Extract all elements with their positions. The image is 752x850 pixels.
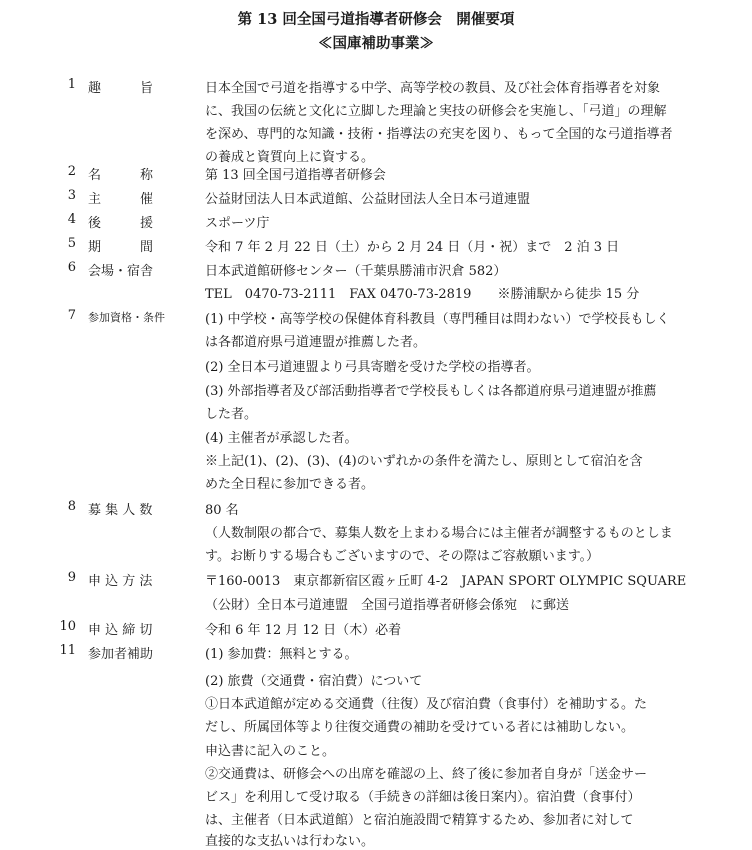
capacity-note: （人数制限の都合で、募集人数を上まわる場合には主催者が調整するものとしま <box>205 526 673 541</box>
section-number: 5 <box>67 236 76 251</box>
section-number: 8 <box>67 499 76 514</box>
organizer: 公益財団法人日本武道館、公益財団法人全日本弓道連盟 <box>205 192 531 207</box>
support-line: ②交通費は、研修会への出席を確認の上、終了後に参加者自身が「送金サー <box>205 767 648 782</box>
document-title: 第 13 回全国弓道指導者研修会 開催要項 <box>237 11 515 28</box>
section-label: 申 込 方 法 <box>88 574 153 589</box>
venue-address: 日本武道館研修センター（千葉県勝浦市沢倉 582） <box>205 264 507 279</box>
section-label: 参加者補助 <box>88 647 154 662</box>
section-label: 会場・宿舎 <box>88 264 154 279</box>
eligibility-line: (2) 全日本弓道連盟より弓具寄贈を受けた学校の指導者。 <box>205 360 540 375</box>
section-number: 6 <box>67 260 76 275</box>
support-line: だし、所属団体等より往復交通費の補助を受けている者には補助しない。 <box>205 720 635 735</box>
eligibility-line: (1) 中学校・高等学校の保健体育科教員（専門種目は問わない）で学校長もしく <box>205 312 670 327</box>
section-number: 2 <box>67 164 76 179</box>
body-line: を深め、専門的な知識・技術・指導法の充実を図り、もって全国的な弓道指導者 <box>205 127 673 142</box>
application-address: 〒160-0013 東京都新宿区霞ヶ丘町 4-2 JAPAN SPORT OLYMPIC SQUARE <box>205 574 687 589</box>
section-label: 名 称 <box>88 168 154 183</box>
section-number: 4 <box>67 212 76 227</box>
section-label: 主 催 <box>88 192 154 207</box>
eligibility-line: は各都道府県弓道連盟が推薦した者。 <box>205 335 427 350</box>
body-line: 日本全国で弓道を指導する中学、高等学校の教員、及び社会体育指導者を対象 <box>205 81 661 96</box>
capacity: 80 名 <box>205 503 239 518</box>
section-number: 7 <box>67 308 76 323</box>
capacity-note: す。お断りする場合もございますので、その際はご容赦願います。） <box>205 549 600 564</box>
event-name: 第 13 回全国弓道指導者研修会 <box>205 168 386 183</box>
section-label: 後 援 <box>88 216 154 231</box>
body-line: の養成と資質向上に資する。 <box>205 150 375 165</box>
support-line: (2) 旅費（交通費・宿泊費）について <box>205 674 423 689</box>
support-line: 直接的な支払いは行わない。 <box>205 834 375 849</box>
deadline: 令和 6 年 12 月 12 日（木）必着 <box>205 623 402 638</box>
sponsor: スポーツ庁 <box>205 216 270 231</box>
body-line: に、我国の伝統と文化に立脚した理論と実技の研修会を実施し、「弓道」の理解 <box>205 104 667 119</box>
section-label: 募 集 人 数 <box>88 503 153 518</box>
section-label: 趣 旨 <box>88 81 154 96</box>
support-line: ビス」を利用して受け取る（手続きの詳細は後日案内）。宿泊費（食事付） <box>205 790 641 805</box>
section-number: 11 <box>59 643 76 658</box>
eligibility-line: した者。 <box>205 407 258 422</box>
document-subtitle: ≪国庫補助事業≫ <box>318 35 434 52</box>
eligibility-line: (3) 外部指導者及び部活動指導者で学校長もしくは各都道府県弓道連盟が推薦 <box>205 384 657 399</box>
eligibility-note: ※上記(1)、(2)、(3)、(4)のいずれかの条件を満たし、原則として宿泊を含 <box>205 454 643 469</box>
section-label: 期 間 <box>88 240 154 255</box>
eligibility-note: めた全日程に参加できる者。 <box>205 477 375 492</box>
support-line: は、主催者（日本武道館）と宿泊施設間で精算するため、参加者に対して <box>205 813 634 828</box>
eligibility-line: (4) 主催者が承認した者。 <box>205 431 358 446</box>
section-label: 参加資格・条件 <box>88 311 165 324</box>
section-number: 3 <box>67 188 76 203</box>
support-line: (1) 参加費：無料とする。 <box>205 647 358 662</box>
event-period: 令和 7 年 2 月 22 日（土）から 2 月 24 日（月・祝）まで 2 泊 3 日 <box>205 240 620 255</box>
application-recipient: （公財）全日本弓道連盟 全国弓道指導者研修会係宛 に郵送 <box>205 598 570 613</box>
support-line: 申込書に記入のこと。 <box>205 744 336 759</box>
section-number: 1 <box>67 77 76 92</box>
section-number: 10 <box>59 619 76 634</box>
venue-contact: TEL 0470-73-2111 FAX 0470-73-2819 ※勝浦駅から徒歩 15 分 <box>205 287 640 302</box>
section-number: 9 <box>67 570 76 585</box>
section-label: 申 込 締 切 <box>88 623 153 638</box>
support-line: ①日本武道館が定める交通費（往復）及び宿泊費（食事付）を補助する。た <box>205 697 648 712</box>
